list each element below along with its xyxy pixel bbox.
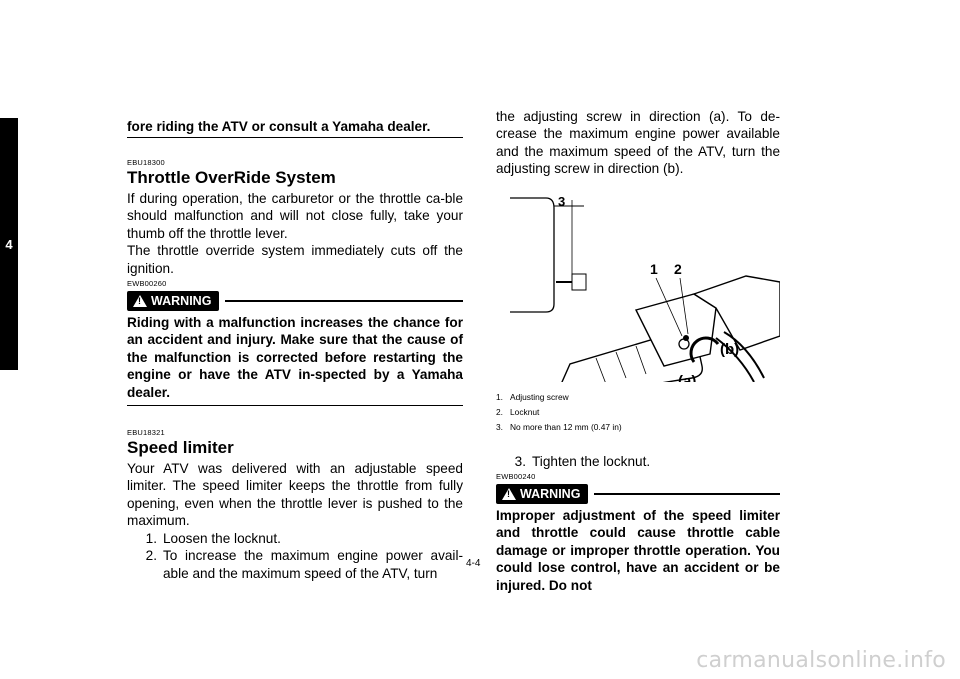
- warning-code: EWB00240: [496, 472, 536, 482]
- warning-badge: [127, 291, 219, 311]
- label-1: 1: [650, 260, 658, 277]
- steps-list: [496, 453, 780, 470]
- paragraph: Your ATV was delivered with an adjustable speed limiter. The speed limiter keeps the throttle from fully opening, even when the throttle lever is pushed to the maximum.: [127, 461, 463, 529]
- label-a: (a): [678, 372, 697, 382]
- divider: [225, 300, 463, 302]
- section-title-speed-limiter: Speed limiter: [127, 438, 234, 458]
- chapter-tab: [0, 118, 18, 370]
- warning-badge: [496, 484, 588, 504]
- warning-header: [496, 484, 780, 504]
- intro-line: fore riding the ATV or consult a Yamaha dealer.: [127, 118, 463, 138]
- section-code: EBU18300: [127, 158, 165, 167]
- list-item: 1. Loosen the locknut.: [145, 530, 281, 546]
- label-3: 3: [558, 193, 566, 209]
- chapter-number: 4: [5, 236, 13, 252]
- caption-item: 2. Locknut: [496, 406, 540, 417]
- page-number: 4-4: [466, 558, 481, 569]
- list-item: 3. Tighten the locknut.: [514, 453, 651, 469]
- watermark: carmanualsonline.info: [696, 648, 946, 673]
- list-item: 2. To increase the maximum engine power avail-able and the maximum speed of the ATV, turn: [145, 548, 463, 581]
- warning-label: WARNING: [151, 294, 212, 309]
- section-code: EBU18321: [127, 428, 165, 438]
- section-title-throttle-override: Throttle OverRide System: [127, 168, 336, 187]
- label-2: 2: [674, 260, 682, 277]
- figure-caption: [496, 390, 780, 435]
- warning-label: WARNING: [520, 487, 581, 502]
- warning-icon: [133, 295, 147, 307]
- warning-code: EWB00260: [127, 279, 167, 289]
- right-column: [496, 108, 780, 594]
- divider: [594, 493, 780, 495]
- steps-list: [127, 530, 463, 582]
- warning-text: Riding with a malfunction increases the chance for an accident and injury. Make sure that the cause of the malfunction is corrected before restarting the engine or have the ATV in-spected by a Yamaha dealer.: [127, 314, 463, 406]
- caption-item: 1. Adjusting screw: [496, 391, 569, 402]
- caption-item: 3. No more than 12 mm (0.47 in): [496, 421, 622, 432]
- paragraph: The throttle override system immediately cuts off the ignition.: [127, 243, 463, 276]
- warning-icon: [502, 488, 516, 500]
- warning-text: Improper adjustment of the speed limiter and throttle could cause throttle cable damage or improper throttle operation. You could lose control, have an accident or be injured. Do not: [496, 508, 780, 593]
- left-column: [127, 118, 463, 582]
- label-b: (b): [720, 340, 740, 358]
- warning-header: [127, 291, 463, 311]
- paragraph: the adjusting screw in direction (a). To de-crease the maximum engine power available and the maximum speed of the ATV, turn the adjusting screw in direction (b).: [496, 109, 780, 177]
- throttle-figure: [496, 186, 780, 382]
- paragraph: If during operation, the carburetor or the throttle ca-ble should malfunction and will not close fully, take your thumb off the throttle lever.: [127, 191, 463, 241]
